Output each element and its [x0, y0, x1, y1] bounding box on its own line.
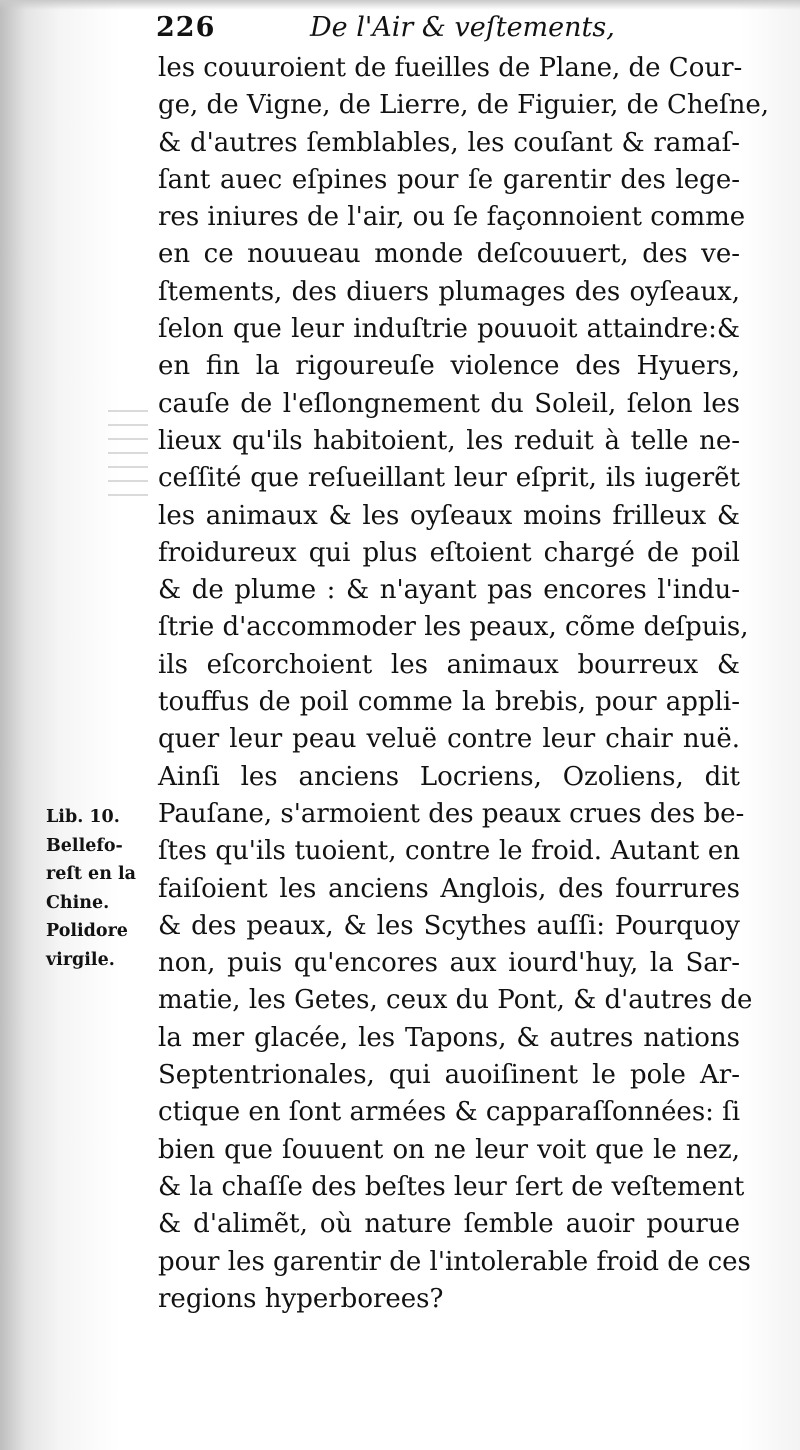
margin-note-line: reſt en la [46, 864, 136, 885]
text-line: & des peaux, & les Scythes auſſi: Pourquoy [158, 910, 740, 941]
text-line: pour les garentir de l'intolerable froid de ces [158, 1246, 751, 1277]
text-line: les couuroient de fueilles de Plane, de Cour- [158, 53, 743, 83]
text-line: ſtements, des diuers plumages des oyſeaux, [158, 276, 740, 307]
text-line: & d'autres ſemblables, les couſant & ramaſ- [158, 127, 740, 158]
text-line: lieux qu'ils habitoient, les reduit à telle ne- [158, 425, 740, 456]
text-line-last: regions hyperborees? [158, 1283, 444, 1314]
text-line: ſtes qu'ils tuoient, contre le froid. Autant en [158, 836, 740, 867]
show-through-marks [108, 410, 148, 500]
text-line: en fin la rigoureuſe violence des Hyuers, [158, 351, 740, 382]
text-line: & de plume : & n'ayant pas encores l'indu- [158, 575, 740, 606]
running-header [156, 8, 616, 48]
text-line: quer leur peau veluë contre leur chair nuë. [158, 724, 740, 755]
running-title: De l'Air & veſtements, [310, 12, 615, 43]
text-line: ſtrie d'accommoder les peaux, cõme deſpuis, [158, 612, 749, 643]
margin-notes [46, 803, 154, 975]
text-line: ſelon que leur induſtrie pouuoit attaindre:& [158, 314, 740, 345]
margin-note-line: Bellefo- [46, 835, 123, 856]
text-line: froidureux qui plus eſtoient chargé de poil [158, 537, 740, 568]
text-line: ſant auec eſpines pour ſe garentir des lege- [158, 164, 740, 195]
text-line: matie, les Getes, ceux du Pont, & d'autres de [158, 985, 753, 1016]
text-line: touffus de poil comme la brebis, pour appli- [158, 687, 740, 718]
text-line: en ce nouueau monde deſcouuert, des ve- [158, 239, 740, 270]
text-line: la mer glacée, les Tapons, & autres nations [158, 1022, 740, 1053]
margin-note-line: Lib. 10. [46, 807, 120, 827]
margin-note-line: Polidore [46, 921, 128, 942]
text-line: ctique en ſont armées & capparaſſonnées: ſi [158, 1097, 741, 1128]
text-line: & la chaſſe des beſtes leur ſert de veſtement [158, 1171, 745, 1202]
body-text-block [158, 50, 770, 1318]
text-line: ceſſité que reſueillant leur eſprit, ils iugerẽt [158, 463, 740, 494]
margin-note-line: Chine. [46, 892, 110, 913]
text-line: ge, de Vigne, de Lierre, de Figuier, de Cheſne, [158, 90, 770, 121]
text-line: Septentrionales, qui auoiſinent le pole Ar- [158, 1060, 740, 1091]
margin-note-line: virgile. [46, 949, 115, 970]
text-line: res iniures de l'air, ou ſe façonnoient comme [158, 202, 746, 233]
text-line: les animaux & les oyſeaux moins frilleux & [158, 500, 740, 531]
text-line: bien que ſouuent on ne leur voit que le nez, [158, 1134, 740, 1165]
text-line: cauſe de l'eſlongnement du Soleil, ſelon les [158, 388, 740, 419]
text-line: Ainſi les anciens Locriens, Ozoliens, dit [158, 761, 740, 792]
text-line: non, puis qu'encores aux iourd'huy, la Sar- [158, 948, 740, 979]
text-line: & d'alimẽt, où nature ſemble auoir pourue [158, 1209, 740, 1240]
text-line: ils eſcorchoient les animaux bourreux & [158, 649, 740, 680]
text-line: Pauſane, s'armoient des peaux crues des be- [158, 798, 745, 829]
text-line: faiſoient les anciens Anglois, des fourrures [158, 873, 740, 904]
page-number: 226 [156, 12, 216, 43]
